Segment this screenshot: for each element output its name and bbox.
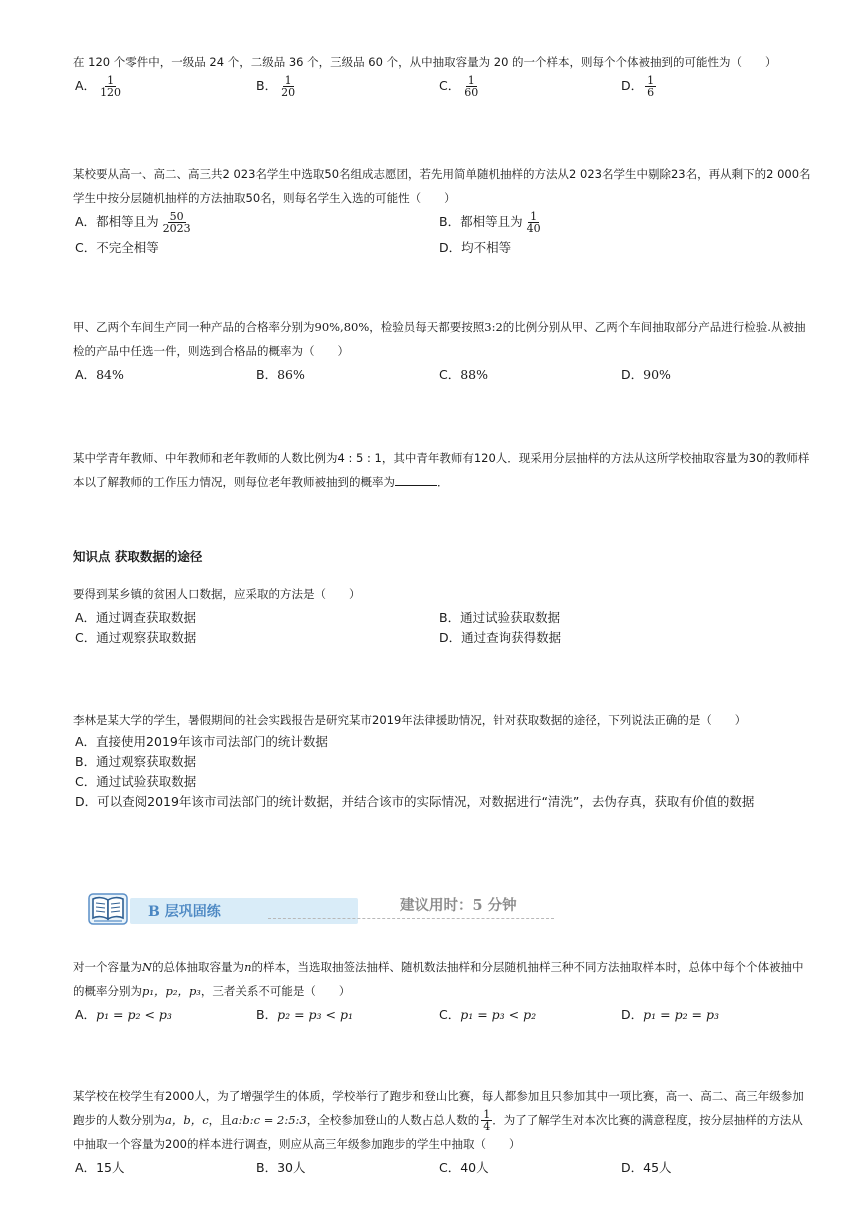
- level-tag: [130, 898, 358, 924]
- option-letter: D．: [621, 78, 644, 93]
- option-b[interactable]: B．通过试验获取数据: [439, 610, 561, 625]
- fraction: $\frac{50}{2023}$: [162, 210, 191, 235]
- question-2: [73, 162, 813, 258]
- fraction: $\frac{1}{120}$: [100, 74, 122, 99]
- option-c[interactable]: C．不完全相等: [75, 240, 159, 255]
- option-letter: B．: [256, 78, 278, 93]
- question-2-stem: 某校要从高一、高二、高三共2 023名学生中选取50名组成志愿团，若先用简单随机抽样的方法从2 023名学生中剔除23名，再从剩下的2 000名学生中按分层随机抽样的方法抽取50名，则每名学生入选的可能性（ ）: [73, 167, 811, 205]
- math-inline: 3:2: [484, 320, 503, 334]
- option-a[interactable]: A．p₁ = p₂ < p₃: [75, 1007, 172, 1022]
- option-c[interactable]: C．p₁ = p₃ < p₂: [439, 1007, 537, 1022]
- question-1: [73, 50, 813, 102]
- divider: [268, 918, 554, 919]
- question-5-options-row2: [73, 626, 813, 646]
- option-a[interactable]: A．通过调查获取数据: [75, 610, 197, 625]
- fraction: $\frac{1}{6}$: [647, 74, 655, 99]
- section-banner: [88, 888, 558, 932]
- option-c[interactable]: C．通过试验获取数据: [75, 774, 197, 789]
- question-8: [73, 1084, 813, 1178]
- option-letter: C．: [439, 78, 461, 93]
- question-3-stem: 甲、乙两个车间生产同一种产品的合格率分别为90%,80%，检验员每天都要按照3:2的比例分别从甲、乙两个车间抽取部分产品进行检验.从被抽检的产品中任选一件，则选到合格品的概率为（ ）: [73, 320, 806, 358]
- question-1-stem: 在 120 个零件中，一级品 24 个，二级品 36 个，三级品 60 个，从中抽取容量为 20 的一个样本，则每个个体被抽到的可能性为（ ）: [73, 55, 777, 69]
- section-title: 知识点 获取数据的途径: [73, 549, 203, 564]
- open-book-icon: [88, 892, 128, 926]
- option-letter: A．: [75, 78, 97, 93]
- option-b[interactable]: B．p₂ = p₃ < p₁: [256, 1007, 353, 1022]
- question-7: [73, 955, 813, 1025]
- question-6: [73, 708, 813, 812]
- question-1-options: [73, 74, 813, 102]
- answer-blank[interactable]: [395, 473, 437, 486]
- question-8-stem: 某学校在校学生有2000人，为了增强学生的体质，学校举行了跑步和登山比赛，每人都参加且只参加其中一项比赛，高一、高二、高三年级参加跑步的人数分别为a，b，c，且a:b:c = 2:5:3，全校参加登山的人数占总人数的 $\frac{1}{4}$ ．为了了解学生对本次比赛的满意程度，按分层抽样的方法从中抽取一个容量为200的样本进行调查，则应从高三年级参加跑步的学生中抽取（ ）: [73, 1089, 804, 1151]
- question-4-stem: 某中学青年教师、中年教师和老年教师的人数比例为4 : 5 : 1，其中青年教师有120人．现采用分层抽样的方法从这所学校抽取容量为30的教师样本以了解教师的工作压力情况，则每位老年教师被抽到的概率为 ．: [73, 451, 810, 489]
- option-d[interactable]: D．45人: [621, 1160, 672, 1175]
- option-d[interactable]: [621, 74, 656, 98]
- option-b[interactable]: [439, 210, 543, 234]
- option-letter: A．: [75, 214, 97, 229]
- option-d[interactable]: D．可以查阅2019年该市司法部门的统计数据，并结合该市的实际情况，对数据进行“清洗”，去伪存真，获取有价值的数据: [75, 794, 755, 809]
- option-d[interactable]: D．通过查询获得数据: [439, 630, 562, 645]
- option-a[interactable]: [75, 74, 123, 98]
- question-2-options-row1: [73, 210, 813, 236]
- question-7-stem: 对一个容量为N的总体抽取容量为n的样本，当选取抽签法抽样、随机数法抽样和分层随机抽样三种不同方法抽取样本时，总体中每个个体被抽中的概率分别为p₁，p₂，p₃，三者关系不可能是（ ）: [73, 960, 804, 998]
- option-a[interactable]: [75, 210, 193, 234]
- question-7-options: [73, 1003, 813, 1025]
- question-6-stem: 李林是某大学的学生，暑假期间的社会实践报告是研究某市2019年法律援助情况，针对获取数据的途径，下列说法正确的是（ ）: [73, 713, 747, 727]
- option-a[interactable]: A．84%: [75, 367, 124, 382]
- question-5-stem: 要得到某乡镇的贫困人口数据，应采取的方法是（ ）: [73, 587, 361, 601]
- option-c[interactable]: C．88%: [439, 367, 489, 382]
- option-d[interactable]: D．p₁ = p₂ = p₃: [621, 1007, 720, 1022]
- option-c[interactable]: C．40人: [439, 1160, 489, 1175]
- option-d[interactable]: D．90%: [621, 367, 671, 382]
- option-c[interactable]: C．通过观察获取数据: [75, 630, 197, 645]
- fraction: $\frac{1}{60}$: [464, 74, 479, 99]
- option-letter: B．: [439, 214, 461, 229]
- option-b[interactable]: B．30人: [256, 1160, 306, 1175]
- question-2-options-row2: [73, 236, 813, 258]
- option-b[interactable]: B．86%: [256, 367, 305, 382]
- suggested-time: 建议用时：5 分钟: [400, 897, 517, 914]
- level-label: B 层巩固练: [148, 904, 221, 920]
- question-8-options: [73, 1156, 813, 1178]
- fraction: $\frac{1}{4}$: [483, 1108, 491, 1133]
- option-text: 都相等且为: [96, 214, 159, 229]
- math-inline: 90%,80%: [314, 320, 370, 334]
- option-text: 都相等且为: [460, 214, 523, 229]
- question-3: [73, 315, 813, 385]
- question-4: [73, 446, 813, 494]
- option-b[interactable]: [256, 74, 297, 98]
- option-d[interactable]: D．均不相等: [439, 240, 512, 255]
- option-a[interactable]: A．15人: [75, 1160, 125, 1175]
- fraction: $\frac{1}{40}$: [526, 210, 541, 235]
- option-c[interactable]: [439, 74, 480, 98]
- fraction: $\frac{1}{20}$: [281, 74, 296, 99]
- question-3-options: [73, 363, 813, 385]
- option-a[interactable]: A．直接使用2019年该市司法部门的统计数据: [75, 734, 328, 749]
- question-5: [73, 582, 813, 646]
- question-5-options-row1: [73, 606, 813, 626]
- option-b[interactable]: B．通过观察获取数据: [75, 754, 197, 769]
